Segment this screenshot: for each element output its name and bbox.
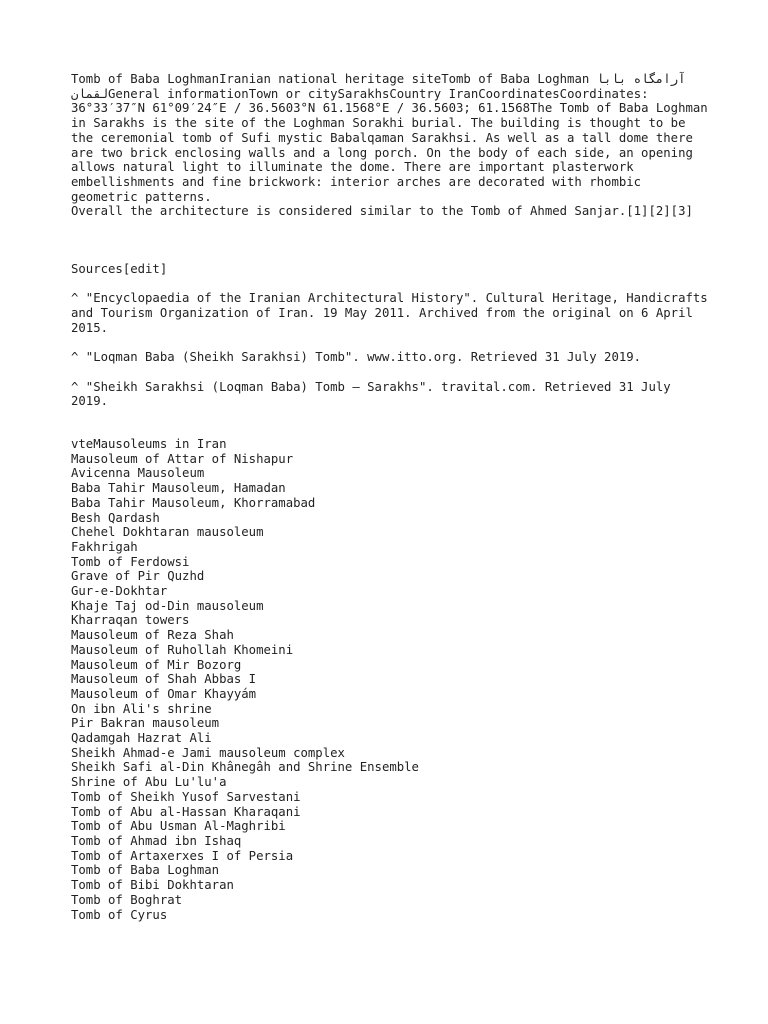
infobox-title: Tomb of Baba Loghman	[71, 72, 220, 86]
navbox-link[interactable]: Kharraqan towers	[71, 613, 190, 628]
native-name: آرامگاه بابا لقمان	[71, 72, 686, 101]
navbox-link[interactable]: Tomb of Boghrat	[71, 892, 183, 907]
navbox-link[interactable]: On ibn Ali's shrine	[71, 701, 212, 716]
body-paragraph: The Tomb of Baba Loghman in Sarakhs is the site of the Loghman Sorakhi burial. The building is thought to be the ceremonial tomb of Sufi mystic Babalqaman Sarakhsi. As well as a tall dome there are two brick enclosing walls and a long porch. On the body of each side, an opening allows natural light to illuminate the dome. There are important plasterwork embellishments and fine brickwork: interior arches are decorated with rhombic geometric patterns.	[71, 101, 708, 204]
navbox-link[interactable]: Tomb of Ahmad ibn Ishaq	[71, 834, 242, 848]
navbox-header[interactable]: vteMausoleums in Iran	[71, 437, 227, 452]
reference-2[interactable]: ^ "Loqman Baba (Sheikh Sarakhsi) Tomb". www.itto.org. Retrieved 31 July 2019.	[71, 350, 642, 365]
coordinates-label: Coordinates	[478, 86, 560, 101]
infobox-name: Tomb of Baba Loghman	[441, 72, 590, 86]
country-value[interactable]: Iran	[448, 86, 479, 101]
navbox-link[interactable]: Tomb of Sheikh Yusof Sarvestani	[71, 789, 301, 804]
navbox-link[interactable]: Tomb of Ferdowsi	[71, 554, 190, 569]
mausoleums-navbox	[71, 437, 711, 922]
navbox-link[interactable]: Qadamgah Hazrat Ali	[71, 731, 212, 746]
navbox-link-current[interactable]: Tomb of Baba Loghman	[71, 863, 220, 878]
coordinates-value[interactable]: Coordinates: 36°33′37″N 61°09′24″E / 36.5603°N 61.1568°E / 36.5603; 61.1568	[71, 86, 649, 116]
article-page	[71, 72, 711, 922]
navbox-link[interactable]: Baba Tahir Mausoleum, Khorramabad	[71, 495, 316, 510]
navbox-link[interactable]: Mausoleum of Shah Abbas I	[71, 672, 257, 687]
town-value[interactable]: Sarakhs	[337, 86, 390, 101]
reference-1[interactable]: ^ "Encyclopaedia of the Iranian Architectural History". Cultural Heritage, Handicrafts and Tourism Organization of Iran. 19 May 2011. Archived from the original on 6 April 2015.	[71, 291, 708, 335]
navbox-link[interactable]: Sheikh Ahmad-e Jami mausoleum complex	[71, 745, 345, 760]
navbox-link[interactable]: Mausoleum of Reza Shah	[71, 628, 234, 643]
navbox-link[interactable]: Chehel Dokhtaran mausoleum	[71, 525, 264, 540]
navbox-link[interactable]: Tomb of Abu al-Hassan Kharaqani	[71, 804, 301, 819]
navbox-link[interactable]: Sheikh Safi al-Din Khânegâh and Shrine Ensemble	[71, 760, 419, 775]
article-lead	[71, 72, 711, 204]
navbox-link[interactable]: Mausoleum of Omar Khayyám	[71, 686, 257, 701]
sources-heading[interactable]: Sources[edit]	[71, 262, 168, 277]
navbox-link[interactable]: Pir Bakran mausoleum	[71, 716, 220, 731]
general-information-label: General information	[108, 86, 249, 101]
country-label: Country	[389, 86, 442, 101]
town-label: Town or city	[248, 86, 338, 101]
navbox-link[interactable]: Tomb of Cyrus	[71, 907, 168, 922]
reference-3[interactable]: ^ "Sheikh Sarakhsi (Loqman Baba) Tomb – Sarakhs". travital.com. Retrieved 31 July 2019.	[71, 379, 671, 409]
navbox-link[interactable]: Khaje Taj od-Din mausoleum	[71, 598, 264, 613]
navbox-link[interactable]: Gur-e-Dokhtar	[71, 584, 168, 599]
infobox-subtitle[interactable]: Iranian national heritage site	[219, 72, 442, 86]
navbox-link[interactable]: Tomb of Abu Usman Al-Maghribi	[71, 819, 286, 834]
navbox-link[interactable]: Shrine of Abu Lu'lu'a	[71, 775, 227, 790]
navbox-link[interactable]: Tomb of Artaxerxes I of Persia	[71, 848, 294, 863]
body-paragraph-2: Overall the architecture is considered similar to the Tomb of Ahmed Sanjar.[1][2][3]	[71, 204, 693, 219]
navbox-link[interactable]: Grave of Pir Quzhd	[71, 569, 205, 584]
navbox-link[interactable]: Fakhrigah	[71, 539, 138, 554]
navbox-link[interactable]: Mausoleum of Attar of Nishapur	[71, 451, 294, 466]
navbox-link[interactable]: Avicenna Mausoleum	[71, 466, 205, 481]
navbox-link[interactable]: Besh Qardash	[71, 510, 160, 525]
navbox-link[interactable]: Baba Tahir Mausoleum, Hamadan	[71, 481, 286, 496]
navbox-link[interactable]: Mausoleum of Ruhollah Khomeini	[71, 642, 294, 657]
navbox-link[interactable]: Mausoleum of Mir Bozorg	[71, 657, 242, 672]
navbox-link[interactable]: Tomb of Bibi Dokhtaran	[71, 878, 234, 893]
